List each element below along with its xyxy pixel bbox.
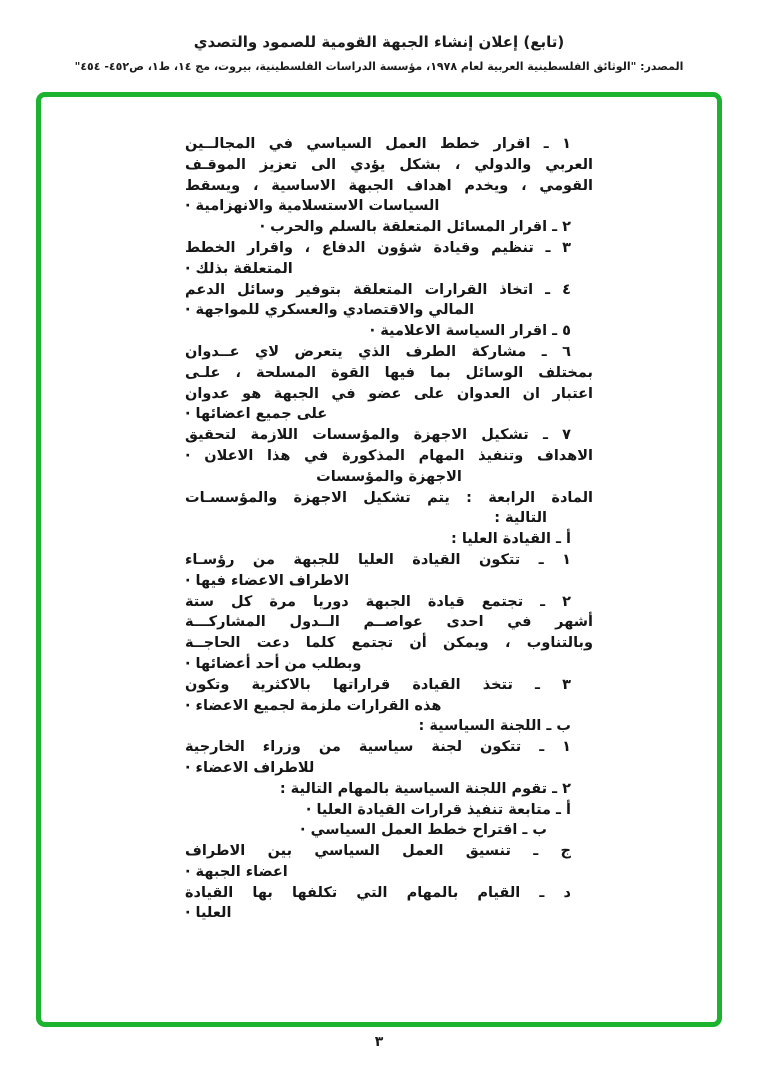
text-line: الاجهزة والمؤسسات	[316, 468, 462, 485]
text-line: الاهداف وتنفيذ المهام المذكورة في هذا الاعلان ·	[185, 447, 593, 464]
text-line: أ ـ القيادة العليا :	[450, 531, 571, 548]
source-citation: المصدر: "الوثائق الفلسطينية العربية لعام ١٩٧٨، مؤسسة الدراسات الفلسطينية، بيروت، مج ١٤، ط١، ص٤٥٢- ٤٥٤"	[74, 60, 684, 73]
text-line: ٢ ـ اقرار المسائل المتعلقة بالسلم والحرب ·	[259, 219, 571, 236]
text-line: الاطراف الاعضاء فيها ·	[185, 572, 350, 589]
text-line: د ـ القيام بالمهام التي تكلفها بها القيادة	[185, 884, 571, 901]
text-line: للاطراف الاعضاء ·	[185, 759, 315, 776]
text-line: ٣ ـ تتخذ القيادة قراراتها بالاكثرية وتكون	[185, 676, 571, 693]
text-line: ٤ ـ اتخاذ القرارات المتعلقة بتوفير وسائل الدعم	[185, 281, 571, 298]
text-line: ١ ـ تتكون القيادة العليا للجبهة من رؤسـاء	[185, 551, 571, 568]
text-line: على جميع اعضائها ·	[185, 406, 328, 423]
text-line: القومي ، ويخدم اهداف الجبهة الاساسية ، ويسقط	[185, 177, 593, 194]
text-line: العليا ·	[185, 905, 232, 922]
page-title: (تابع) إعلان إنشاء الجبهة القومية للصمود والتصدي	[193, 33, 565, 51]
text-line: ٥ ـ اقرار السياسة الاعلامية ·	[369, 323, 571, 340]
text-line: أ ـ متابعة تنفيذ قرارات القيادة العليا ·	[305, 801, 571, 818]
text-line: المادة الرابعة : يتم تشكيل الاجهزة والمؤسسـات	[185, 489, 593, 506]
text-line: ٢ ـ تجتمع قيادة الجبهة دوريا مرة كل ستة	[185, 593, 571, 610]
text-line: وبطلب من أحد أعضائها ·	[185, 655, 362, 672]
text-line: هذه القرارات ملزمة لجميع الاعضاء ·	[185, 697, 442, 714]
text-line: ٦ ـ مشاركة الطرف الذي يتعرض لاي عــدوان	[185, 343, 571, 360]
text-line: السياسات الاستسلامية والانهزامية ·	[185, 198, 440, 215]
text-line: بمختلف الوسائل بما فيها القوة المسلحة ، علـى	[185, 364, 593, 381]
text-line: ١ ـ تتكون لجنة سياسية من وزراء الخارجية	[185, 739, 571, 756]
text-line: ب ـ اقتراح خطط العمل السياسي ·	[300, 822, 547, 839]
text-line: اعضاء الجبهة ·	[185, 863, 288, 880]
text-line: المالي والاقتصادي والعسكري للمواجهة ·	[185, 302, 475, 319]
page-number: ٣	[374, 1034, 384, 1050]
text-line: العربي والدولي ، بشكل يؤدي الى تعزيز الموقـف	[185, 156, 593, 173]
text-line: اعتبار ان العدوان على عضو في الجبهة هو عدوان	[185, 385, 593, 402]
text-line: أشهر في احدى عواصــم الــدول المشاركـــة	[185, 614, 593, 631]
text-line: ١ ـ اقرار خطط العمل السياسي في المجالــين	[185, 136, 571, 152]
text-line: ٢ ـ تقوم اللجنة السياسية بالمهام التالية :	[279, 780, 571, 797]
text-line: ٧ ـ تشكيل الاجهزة والمؤسسات اللازمة لتحقيق	[185, 427, 571, 444]
text-line: المتعلقة بذلك ·	[185, 260, 293, 277]
document-body	[185, 134, 593, 924]
text-line: ب ـ اللجنة السياسية :	[418, 718, 571, 735]
text-line: ٣ ـ تنظيم وقيادة شؤون الدفاع ، واقرار الخطط	[185, 239, 571, 256]
text-line: وبالتناوب ، ويمكن أن تجتمع كلما دعت الحاجــة	[185, 635, 593, 652]
text-line: التالية :	[494, 510, 547, 527]
text-line: ج ـ تنسيق العمل السياسي بين الاطراف	[185, 843, 571, 860]
